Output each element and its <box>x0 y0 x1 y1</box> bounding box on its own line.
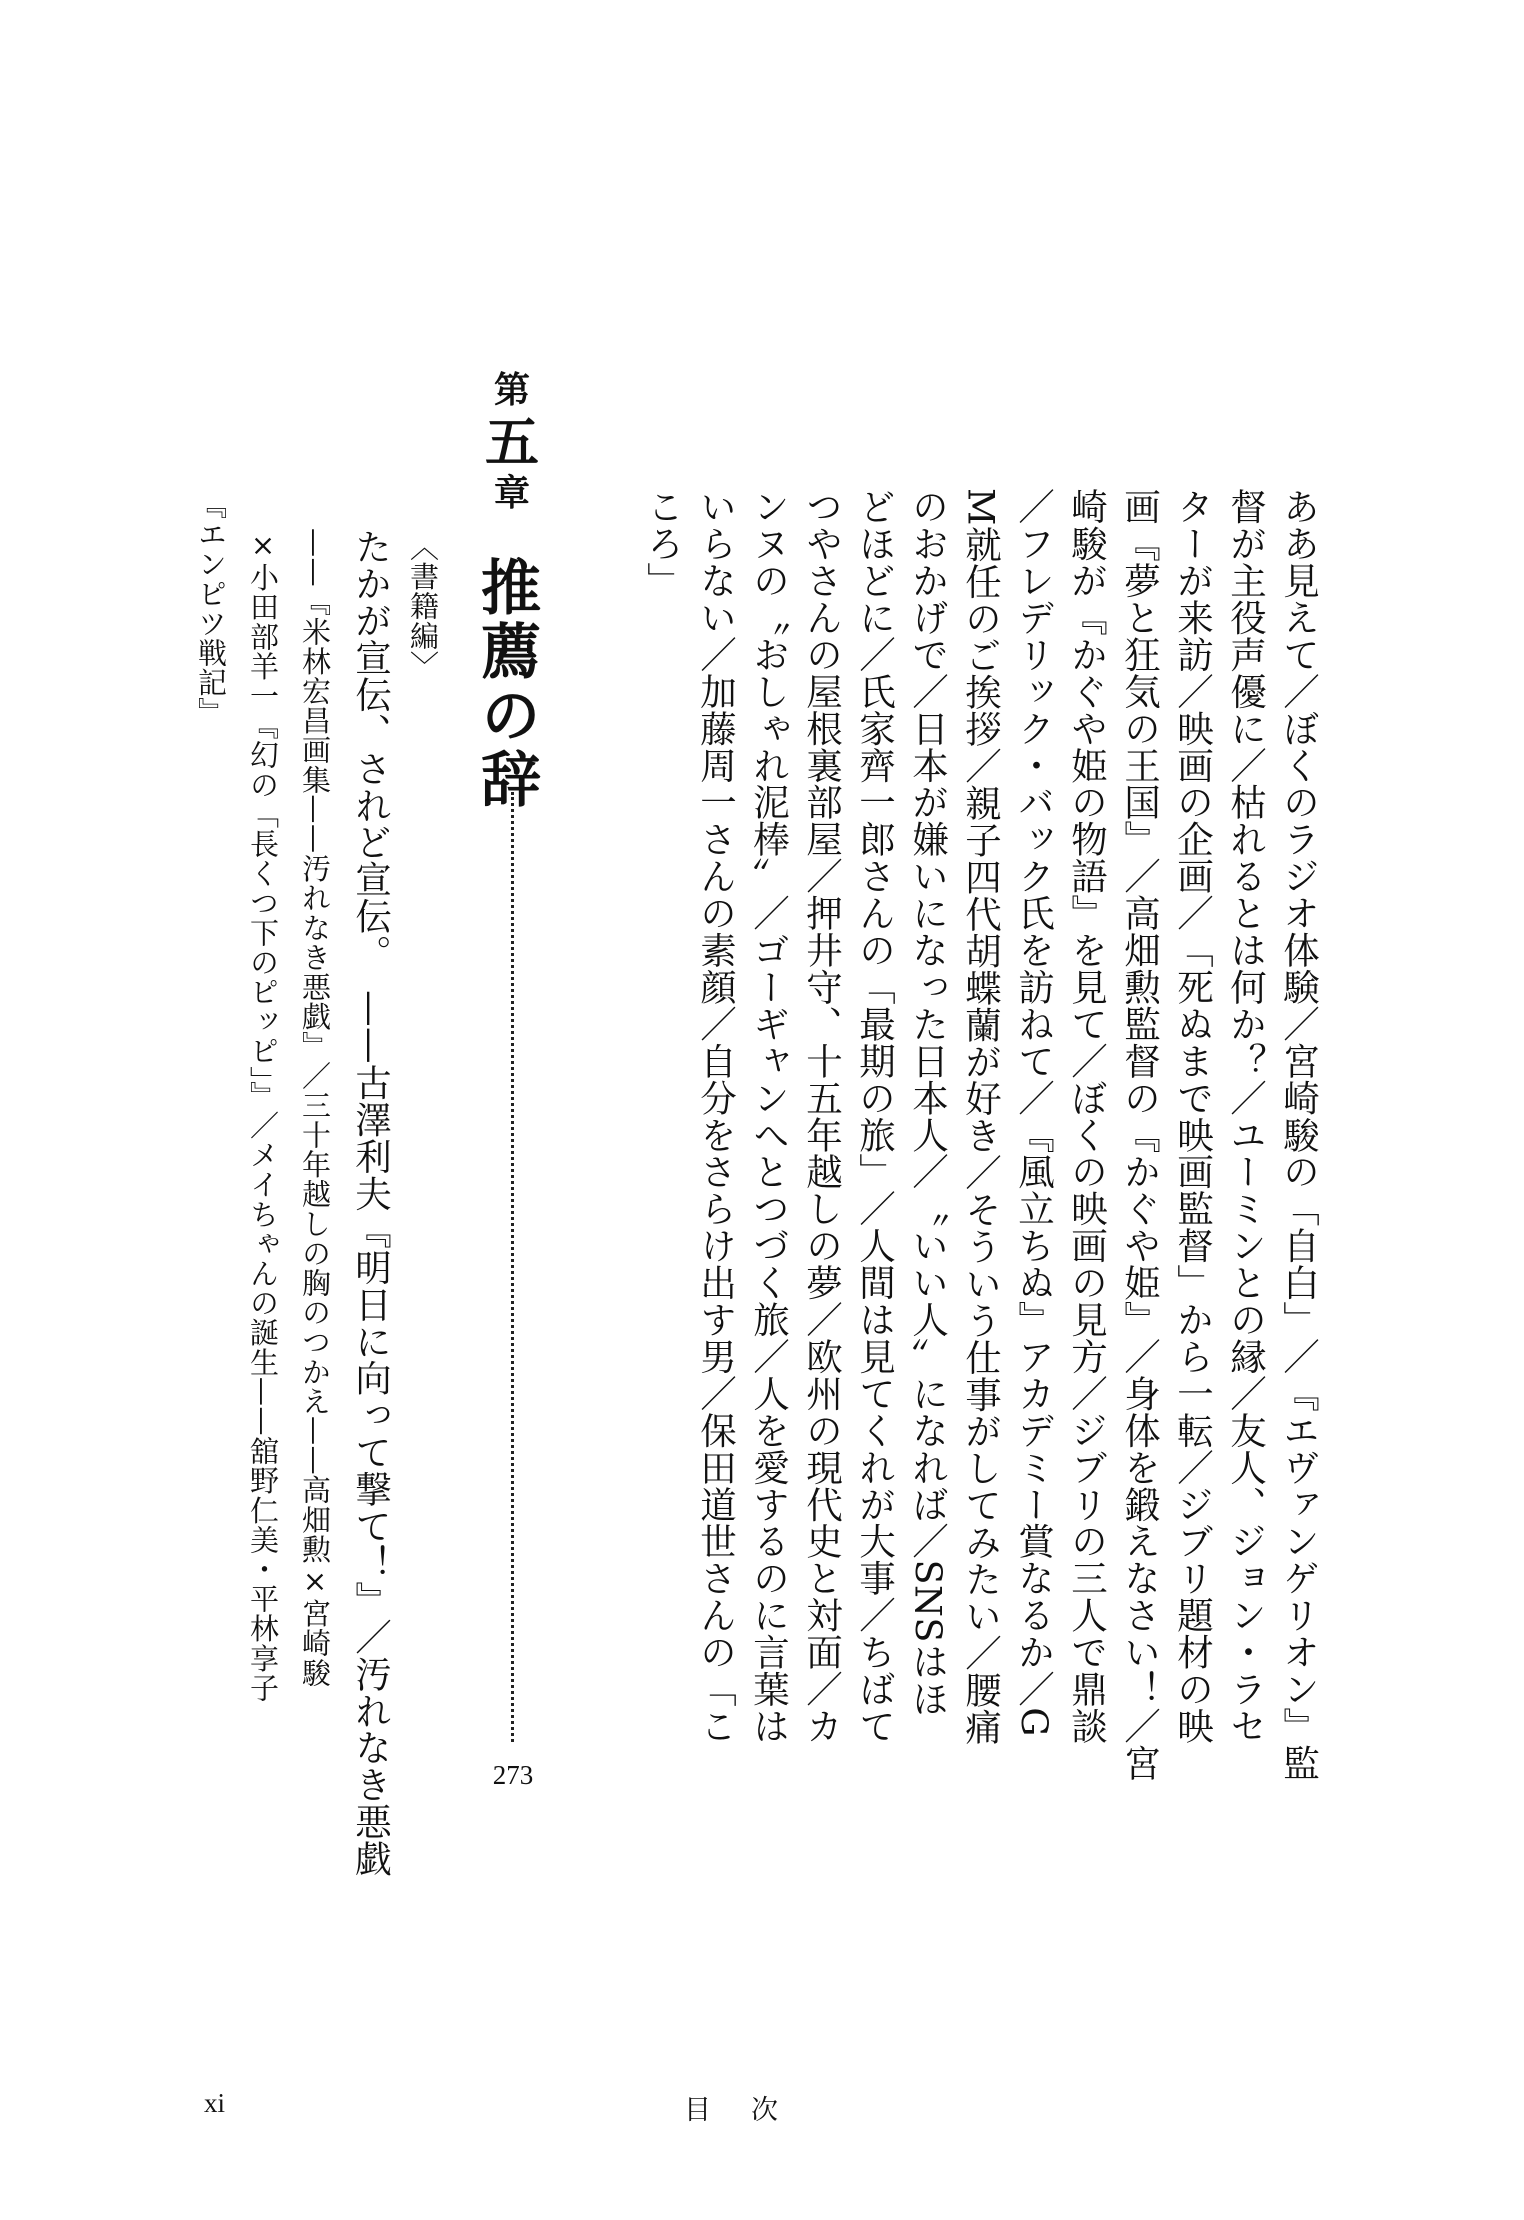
toc-line: 崎駿が『かぐや姫の物語』を見て／ぼくの映画の見方／ジブリの三人で鼎談 <box>1065 488 1109 1745</box>
toc-line: のおかげで／日本が嫌いになった日本人／〝いい人〟になれば／SNSはほ <box>906 488 950 1717</box>
dotted-leader <box>511 792 514 1742</box>
toc-line: ころ」 <box>641 488 685 599</box>
toc-line: ターが来訪／映画の企画／「死ぬまで映画監督」から一転／ジブリ題材の映 <box>1171 488 1215 1745</box>
toc-line: いらない／加藤周一さんの素顔／自分をさらけ出す男／保田道世さんの「こ <box>694 488 738 1745</box>
toc-line: ンヌの〝おしゃれ泥棒〟／ゴーギャンへとつづく旅／人を愛するのに言葉は <box>747 488 791 1745</box>
chapter-number: 五 <box>485 410 539 475</box>
recommendation-line: ——『米林宏昌画集——汚れなき悪戯』／三十年越しの胸のつかえ——高畑勲×宮崎駿 <box>298 528 332 1688</box>
recommendation-line: たかが宣伝、されど宣伝。 ——古澤利夫『明日に向って撃て！』／汚れなき悪戯 <box>349 528 393 1877</box>
chapter-suffix: 章 <box>493 472 530 515</box>
chapter-label <box>482 370 542 515</box>
chapter-title: 推薦の辞 <box>471 556 541 812</box>
subsection-heading: 〈書籍編〉 <box>406 532 440 680</box>
running-head: 目次 <box>684 2095 818 2125</box>
toc-line: 画『夢と狂気の王国』／高畑勲監督の『かぐや姫』／身体を鍛えなさい！／宮 <box>1118 488 1162 1782</box>
toc-line: 督が主役声優に／枯れるとは何か？／ユーミンとの縁／友人、ジョン・ラセ <box>1224 488 1268 1745</box>
recommendation-line: ×小田部羊一『幻の「長くつ下のピッピ」』／メイちゃんの誕生——舘野仁美・平林享子 <box>246 528 280 1703</box>
chapter-prefix: 第 <box>493 369 530 411</box>
toc-line: M就任のご挨拶／親子四代胡蝶蘭が好き／そういう仕事がしてみたい／腰痛 <box>959 488 1003 1746</box>
toc-line: つやさんの屋根裏部屋／押井守、十五年越しの夢／欧州の現代史と対面／カ <box>800 488 844 1745</box>
toc-line: ／フレデリック・バック氏を訪ねて／『風立ちぬ』アカデミー賞なるか／G <box>1012 488 1056 1737</box>
recommendation-line: 『エンピツ戦記』 <box>194 490 228 727</box>
toc-line: ああ見えて／ぼくのラジオ体験／宮崎駿の「自白」／『エヴァンゲリオン』監 <box>1277 488 1321 1782</box>
chapter-page-number: 273 <box>492 1760 534 1790</box>
folio: xi <box>204 2088 226 2118</box>
toc-line: どほどに／氏家齊一郎さんの「最期の旅」／人間は見てくれが大事／ちばて <box>853 488 897 1745</box>
